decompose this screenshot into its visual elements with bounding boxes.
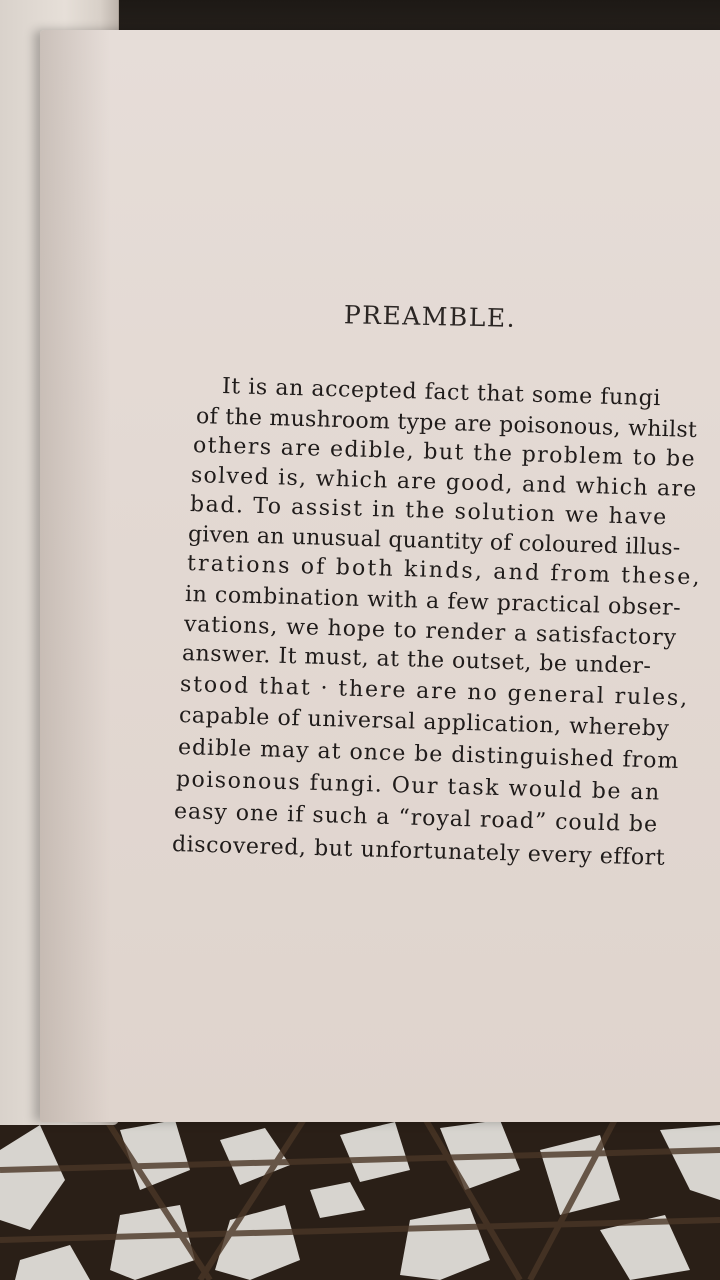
text-line: in combination with a few practical obser- bbox=[184, 582, 682, 621]
text-line: of the mushroom type are poisonous, whilst bbox=[195, 404, 698, 443]
text-line: given an unusual quantity of coloured illus- bbox=[187, 522, 681, 561]
text-line: answer. It must, at the outset, be under- bbox=[181, 641, 652, 680]
text-line: others are edible, but the problem to be bbox=[192, 433, 697, 473]
text-line: trations of both kinds, and from these, bbox=[186, 551, 703, 591]
text-line: capable of universal application, whereby bbox=[178, 703, 670, 742]
text-line: bad. To assist in the solution we have bbox=[189, 492, 669, 531]
text-line: It is an accepted fact that some fungi bbox=[221, 374, 662, 412]
text-line: poisonous fungi. Our task would be an bbox=[175, 767, 662, 806]
text-line: edible may at once be distinguished from bbox=[177, 735, 680, 774]
text-line: vations, we hope to render a satisfactory bbox=[183, 612, 678, 651]
text-line: stood that · there are no general rules, bbox=[179, 672, 690, 712]
page-title: PREAMBLE. bbox=[343, 300, 517, 333]
text-line: discovered, but unfortunately every effort bbox=[171, 832, 666, 871]
text-line: solved is, which are good, and which are bbox=[190, 463, 698, 503]
text-line: easy one if such a “royal road” could be bbox=[173, 799, 659, 838]
